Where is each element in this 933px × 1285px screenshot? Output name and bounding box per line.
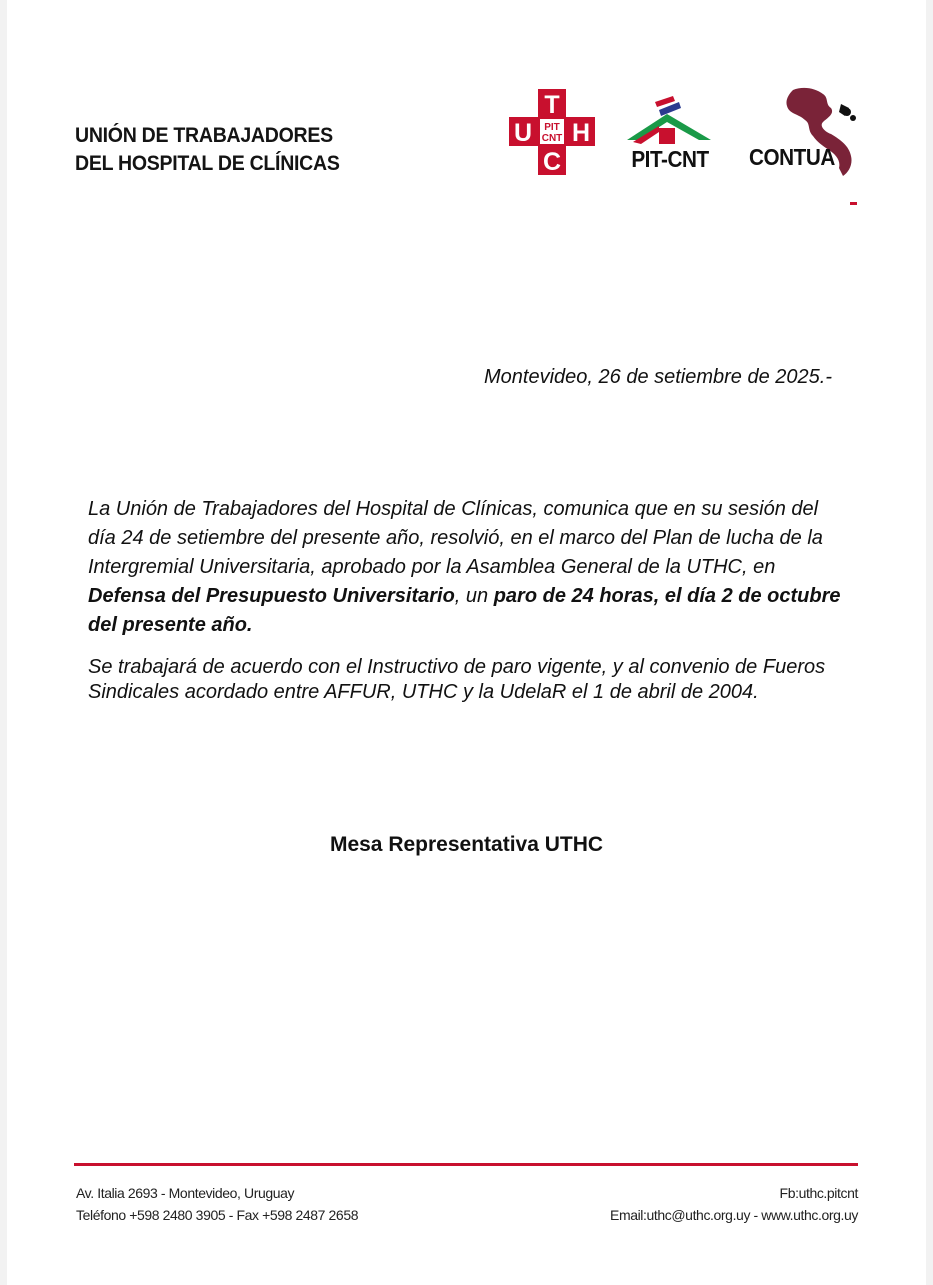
- footer-contact-left: [76, 1182, 358, 1226]
- uthc-logo-letter-u: U: [513, 119, 533, 147]
- pit-cnt-label: PIT-CNT: [631, 146, 709, 172]
- uthc-logo-letter-t: T: [544, 91, 560, 119]
- footer-phone: Teléfono +598 2480 3905 - Fax +598 2487 2658: [76, 1207, 359, 1223]
- organization-name: [75, 122, 373, 178]
- footer-contact-right: [610, 1182, 858, 1226]
- footer-email-web: Email:uthc@uthc.org.uy - www.uthc.org.uy: [610, 1207, 858, 1223]
- uthc-logo-letter-c: C: [542, 148, 562, 175]
- contua-logo: [745, 84, 860, 178]
- footer-address: Av. Italia 2693 - Montevideo, Uruguay: [76, 1185, 295, 1201]
- letter-date: Montevideo, 26 de setiembre de 2025.-: [484, 366, 832, 388]
- organization-name-line1: UNIÓN DE TRABAJADORES: [75, 124, 333, 147]
- body-paragraph-1: [88, 495, 848, 640]
- body-p1-text-a: La Unión de Trabajadores del Hospital de Clínicas, comunica que en su sesión del día 24 de setiembre del presente año, resolvió, en el marco del Plan de lucha de la Intergremial Universitaria, aprobado por la Asamblea General de la UTHC, en: [88, 498, 823, 578]
- organization-name-line2: DEL HOSPITAL DE CLÍNICAS: [75, 152, 340, 175]
- pit-cnt-logo: [615, 92, 725, 176]
- letter-page: [7, 0, 926, 1285]
- body-p1-emphasis-strike: paro de 24 horas, el día 2 de octubre del presente año.: [88, 585, 841, 636]
- footer-divider: [74, 1163, 858, 1166]
- footer-facebook: Fb:uthc.pitcnt: [779, 1185, 858, 1201]
- uthc-logo-pit: PIT: [544, 122, 560, 133]
- signature: Mesa Representativa UTHC: [329, 833, 604, 856]
- body-p1-emphasis-budget: Defensa del Presupuesto Universitario: [88, 585, 455, 607]
- pit-cnt-emblem-icon: [615, 92, 725, 148]
- uthc-logo-cnt: CNT: [541, 133, 563, 144]
- uthc-logo: [509, 89, 595, 175]
- contua-label: CONTUA: [749, 144, 835, 170]
- body-paragraph-2: Se trabajará de acuerdo con el Instructivo de paro vigente, y al convenio de Fueros Sindicales acordado entre AFFUR, UTHC y la UdelaR el 1 de abril de 2004.: [88, 656, 826, 703]
- uthc-logo-letter-h: H: [571, 119, 591, 147]
- header-red-mark: [850, 202, 857, 205]
- body-p1-text-c: , un: [454, 585, 494, 607]
